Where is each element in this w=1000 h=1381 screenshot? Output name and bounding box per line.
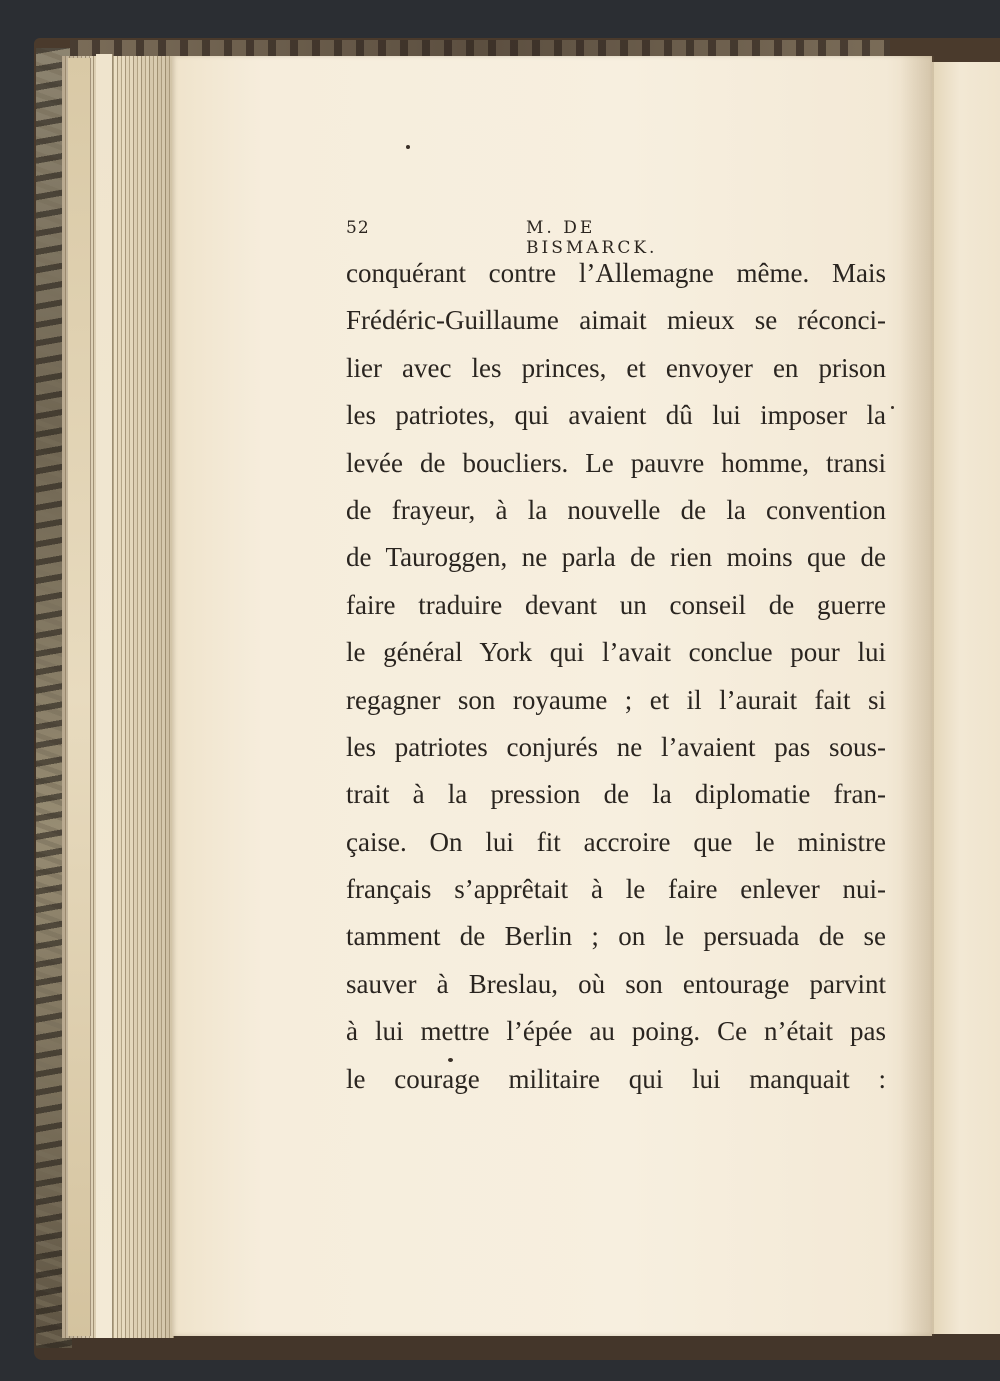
text-line: de Tauroggen, ne parla de rien moins que de	[346, 542, 886, 573]
text-line: les patriotes, qui avaient dû lui imposer la	[346, 400, 886, 431]
text-line: tamment de Berlin ; on le persuada de se	[346, 921, 886, 952]
text-line-last: le courage militaire qui lui manquait :	[346, 1063, 886, 1094]
text-line: lier avec les princes, et envoyer en prison	[346, 352, 886, 383]
text-line: çaise. On lui fit accroire que le ministre	[346, 826, 886, 857]
text-line: à lui mettre l’épée au poing. Ce n’était pas	[346, 1016, 886, 1047]
text-line: trait à la pression de la diplomatie fran-	[346, 779, 886, 810]
ink-speck	[891, 406, 894, 409]
text-line: les patriotes conjurés ne l’avaient pas sous-	[346, 731, 886, 762]
text-line: sauver à Breslau, où son entourage parvint	[346, 968, 886, 999]
gutter-shadow	[900, 56, 934, 1336]
text-line: français s’apprêtait à le faire enlever nui-	[346, 874, 886, 905]
body-text	[346, 250, 886, 1103]
page-stack-inner	[96, 54, 113, 1338]
running-title: M. DE BISMARCK.	[526, 218, 658, 258]
text-line: regagner son royaume ; et il l’aurait fait si	[346, 684, 886, 715]
text-line: faire traduire devant un conseil de guerre	[346, 589, 886, 620]
page-stack-left	[68, 58, 91, 1336]
text-line: levée de boucliers. Le pauvre homme, transi	[346, 447, 886, 478]
text-line: de frayeur, à la nouvelle de la convention	[346, 494, 886, 525]
text-line: Frédéric-Guillaume aimait mieux se réconci-	[346, 305, 886, 336]
ink-speck	[406, 145, 410, 149]
running-head	[346, 218, 732, 258]
facing-page-edge	[930, 62, 1000, 1334]
page-number: 52	[346, 218, 370, 238]
text-line: conquérant contre l’Allemagne même. Mais	[346, 258, 886, 288]
text-line: le général York qui l’avait conclue pour lui	[346, 637, 886, 668]
